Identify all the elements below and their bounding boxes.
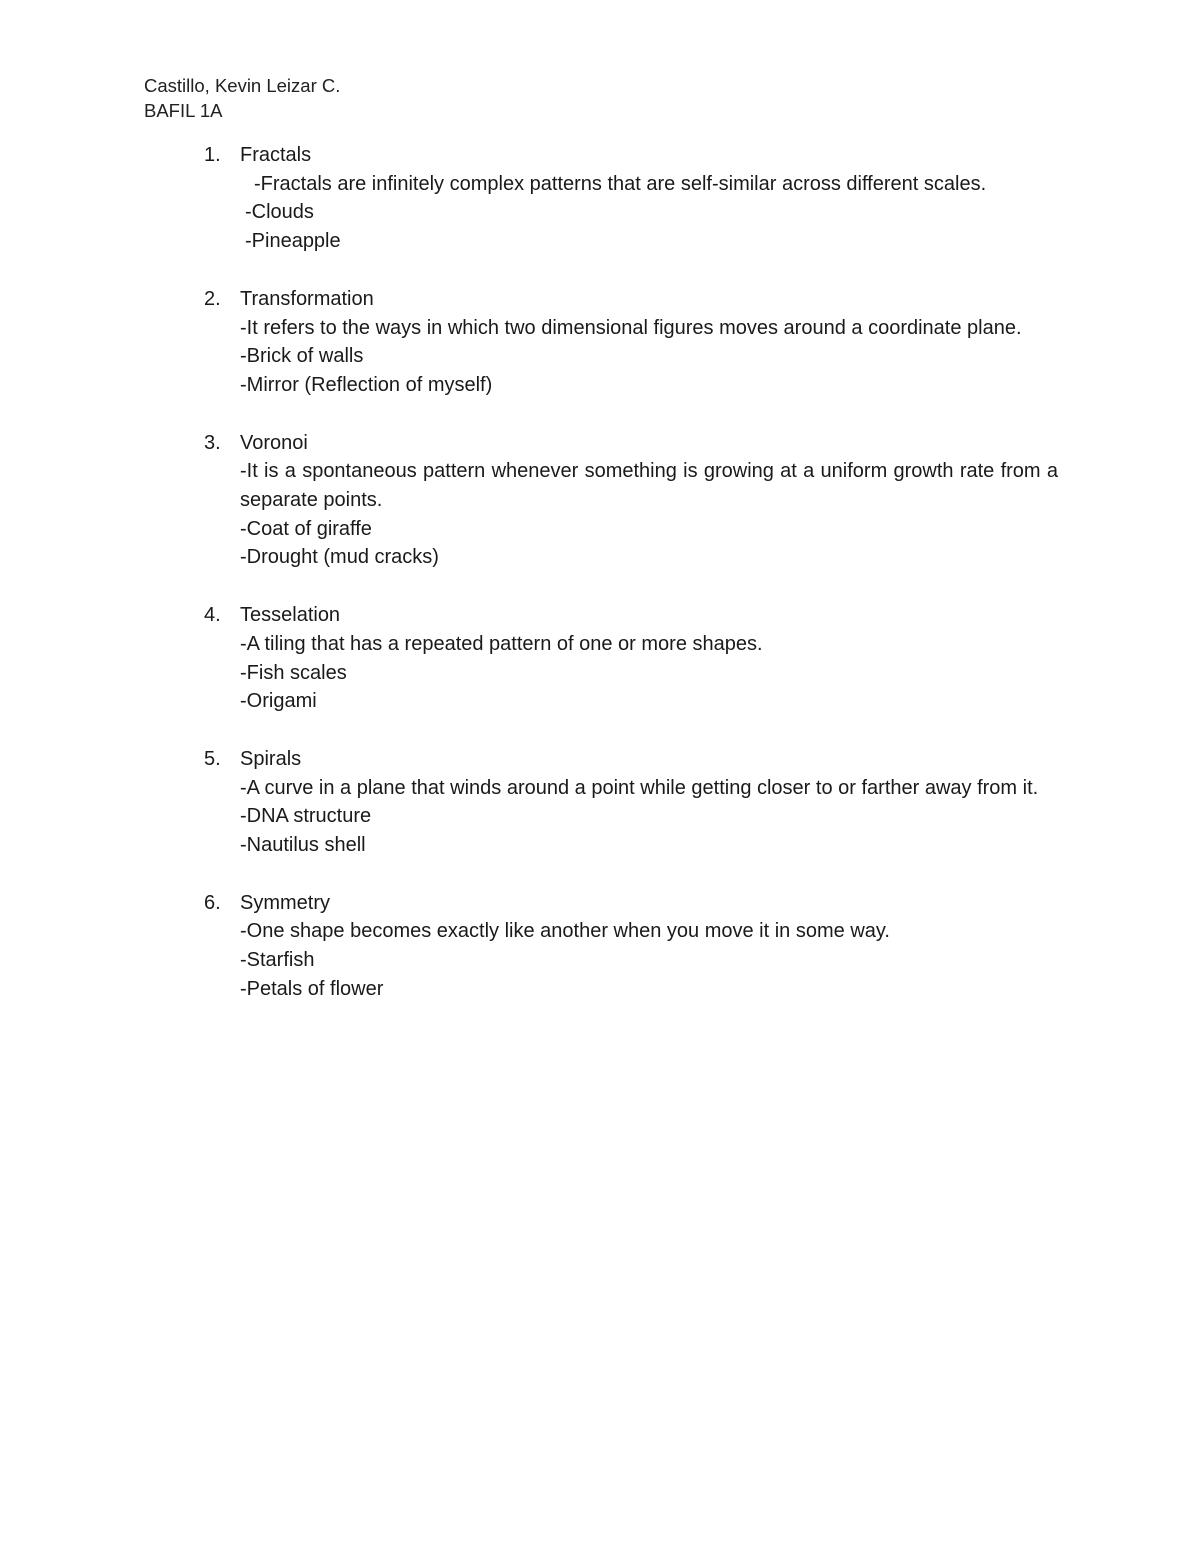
item-example: -Origami: [240, 690, 317, 713]
item-title: Voronoi: [240, 431, 308, 454]
item-number: 6.: [204, 891, 221, 914]
item-number: 5.: [204, 747, 221, 770]
item-title: Spirals: [240, 747, 302, 770]
item-title: Transformation: [240, 287, 374, 310]
item-example: -Mirror (Reflection of myself): [240, 373, 493, 396]
item-definition: -Fractals are infinitely complex patterns that are self-similar across different scales.: [254, 172, 987, 195]
item-example: -Drought (mud cracks): [240, 546, 439, 569]
numbered-list: [0, 141, 1200, 1033]
item-example: -DNA structure: [240, 805, 372, 828]
item-definition: -A tiling that has a repeated pattern of one or more shapes.: [240, 632, 763, 655]
item-example: -Fish scales: [240, 661, 347, 684]
item-number: 3.: [204, 431, 221, 454]
item-example: -Starfish: [240, 949, 315, 972]
item-example: -Petals of flower: [240, 977, 384, 1000]
list-item: [0, 601, 1200, 716]
item-example: -Brick of walls: [240, 345, 364, 368]
item-example: -Clouds: [245, 201, 314, 224]
list-item: [0, 429, 1200, 573]
item-title: Symmetry: [240, 891, 330, 914]
item-number: 2.: [204, 287, 221, 310]
document-header: [144, 73, 340, 123]
item-number: 1.: [204, 144, 221, 166]
list-item: [0, 141, 1200, 256]
list-item: [0, 745, 1200, 860]
list-item: [0, 285, 1200, 400]
item-example: -Nautilus shell: [240, 834, 366, 857]
student-name: Castillo, Kevin Leizar C.: [144, 75, 341, 96]
item-title: Fractals: [240, 144, 312, 166]
item-title: Tesselation: [240, 604, 341, 627]
item-number: 4.: [204, 604, 221, 627]
item-example: -Pineapple: [245, 230, 341, 253]
item-definition: -It refers to the ways in which two dimensional figures moves around a coordinate plane.: [240, 316, 1022, 339]
item-example: -Coat of giraffe: [240, 517, 372, 540]
item-definition: -A curve in a plane that winds around a point while getting closer to or farther away from it.: [240, 776, 1039, 799]
item-definition: -One shape becomes exactly like another when you move it in some way.: [240, 920, 890, 943]
list-item: [0, 889, 1200, 1004]
item-definition: -It is a spontaneous pattern whenever something is growing at a uniform growth rate from a separate points.: [240, 460, 1058, 512]
class-section: BAFIL 1A: [144, 100, 223, 121]
